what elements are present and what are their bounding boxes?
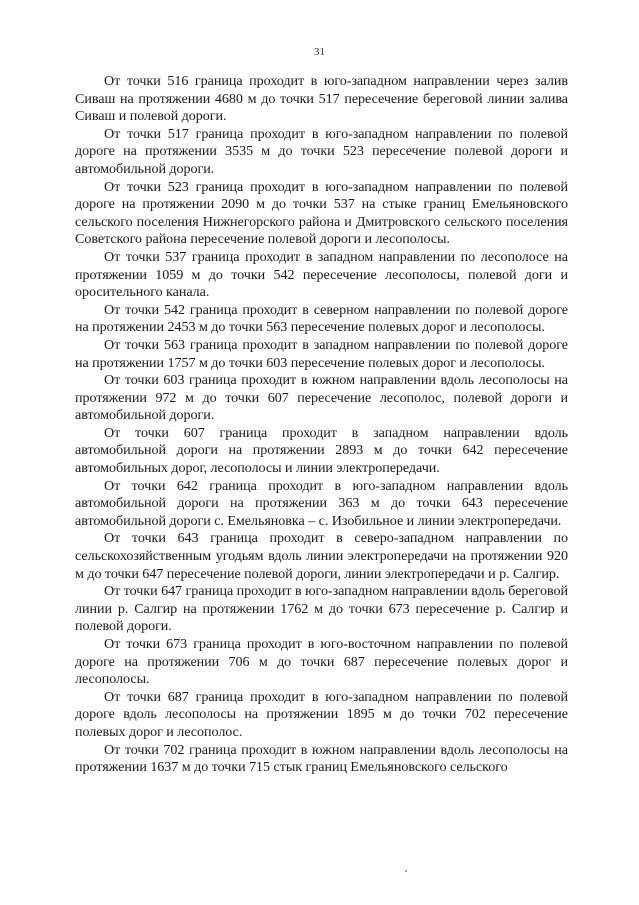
paragraph: От точки 642 граница проходит в юго-западном направлении вдоль автомобильной дороги на протяжении 363 м до точки 643 пересечение автомобильной дороги с. Емельяновка – с. Изобильное и линии электропередачи. (75, 477, 568, 529)
paragraph: От точки 523 граница проходит в юго-западном направлении по полевой дороге на протяжении 2090 м до точки 537 на стыке границ Емельяновского сельского поселения Нижнегорского района и Дмитровского сельского поселения Советского района пересечение полевой дороги и лесополосы. (75, 178, 568, 248)
paragraph: От точки 702 граница проходит в южном направлении вдоль лесополосы на протяжении 1637 м до точки 715 стык границ Емельяновского сельского (75, 741, 568, 776)
paragraph: От точки 517 граница проходит в юго-западном направлении по полевой дороге на протяжении 3535 м до точки 523 пересечение полевой дороги и автомобильной дороги. (75, 125, 568, 177)
paragraph: От точки 673 граница проходит в юго-восточном направлении по полевой дороге на протяжении 706 м до точки 687 пересечение полевых дорог и лесополосы. (75, 636, 568, 688)
scan-speck (405, 870, 407, 872)
paragraph: От точки 603 граница проходит в южном направлении вдоль лесополосы на протяжении 972 м до точки 607 пересечение лесополос, полевой дороги и автомобильной дороги. (75, 372, 568, 424)
paragraph: От точки 537 граница проходит в западном направлении по лесополосе на протяжении 1059 м до точки 542 пересечение лесополосы, полевой доги и оросительного канала. (75, 248, 568, 301)
paragraph: От точки 563 граница проходит в западном направлении по полевой дороге на протяжении 1757 м до точки 603 пересечение полевых дорог и лесополосы. (75, 336, 568, 371)
paragraph: От точки 542 граница проходит в северном направлении по полевой дороге на протяжении 2453 м до точки 563 пересечение полевых дорог и лесополосы. (75, 301, 568, 336)
paragraph: От точки 643 граница проходит в северо-западном направлении по сельскохозяйственным угодьям вдоль линии электропередачи на протяжении 920 м до точки 647 пересечение полевой дороги, линии электропередачи и р. Салгир. (75, 530, 568, 582)
paragraph: От точки 687 граница проходит в юго-западном направлении по полевой дороге вдоль лесополосы на протяжении 1895 м до точки 702 пересечение полевых дорог и лесополос. (75, 688, 568, 740)
paragraph: От точки 607 граница проходит в западном направлении вдоль автомобильной дороги на протяжении 2893 м до точки 642 пересечение автомобильных дорог, лесополосы и линии электропередачи. (75, 424, 568, 477)
document-body (75, 73, 568, 777)
page-number: 31 (314, 46, 325, 58)
paragraph: От точки 647 граница проходит в юго-западном направлении вдоль береговой линии р. Салгир на протяжении 1762 м до точки 673 пересечение р. Салгир и полевой дороги. (75, 583, 568, 635)
paragraph: От точки 516 граница проходит в юго-западном направлении через залив Сиваш на протяжении 4680 м до точки 517 пересечение береговой линии залива Сиваш и полевой дороги. (75, 73, 568, 125)
